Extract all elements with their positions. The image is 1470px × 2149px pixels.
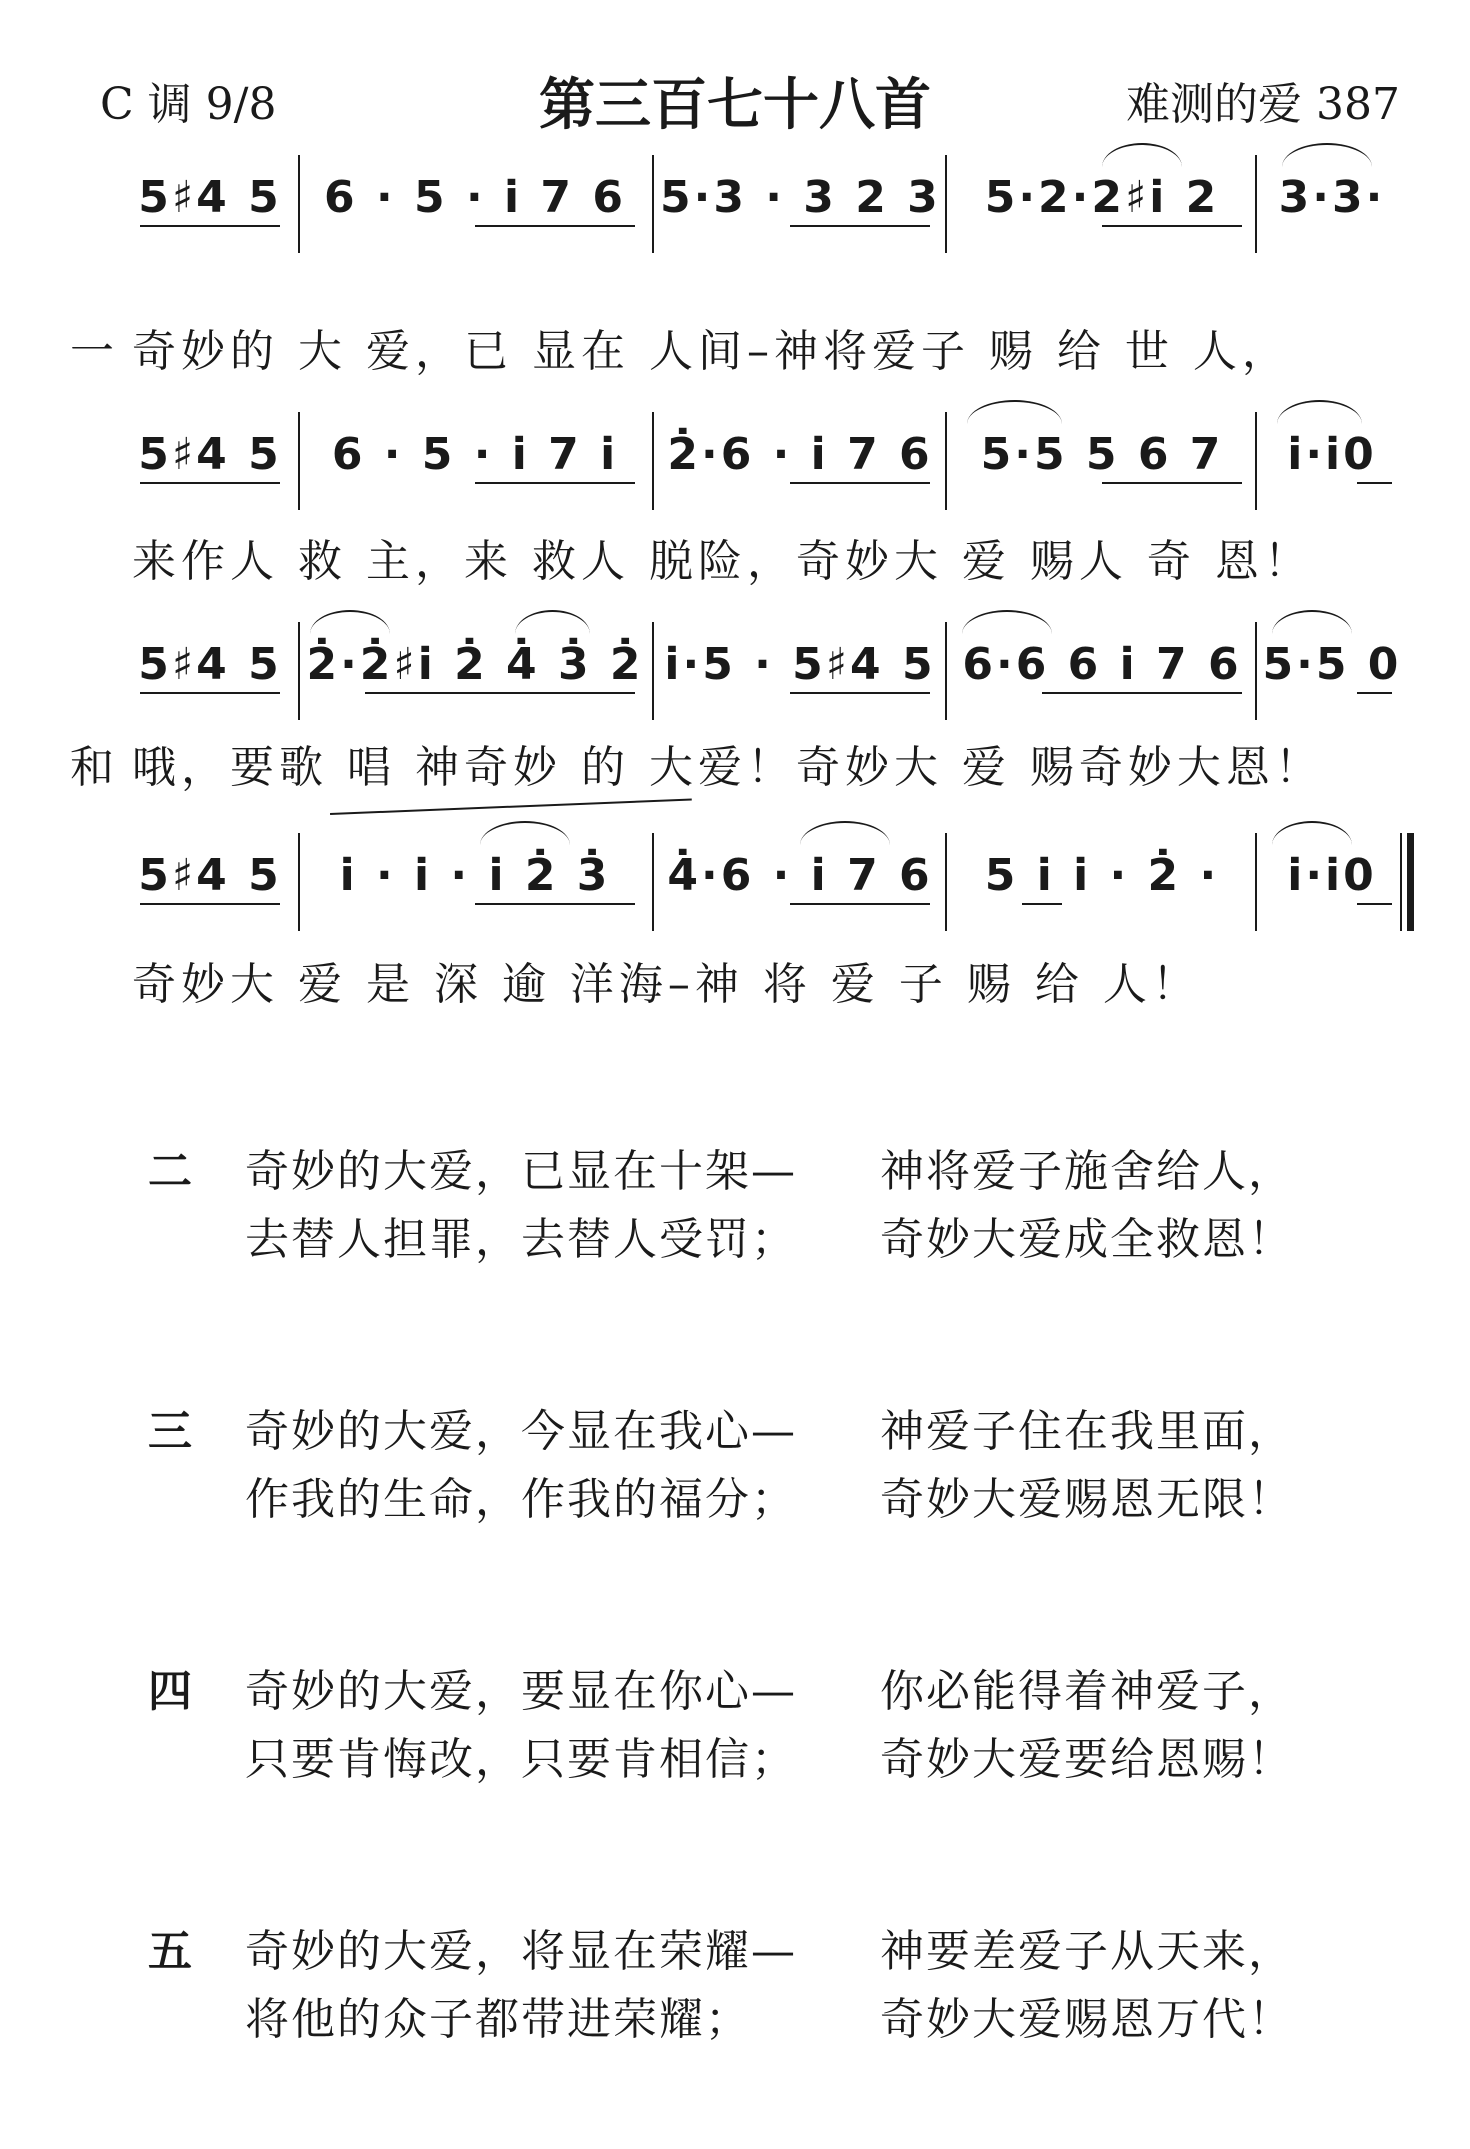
pickup-measure — [130, 165, 290, 235]
pickup-measure — [130, 422, 290, 492]
barline — [652, 833, 654, 931]
barline — [652, 412, 654, 510]
lyric-text: 奇妙大 爱 是 深 逾 洋海–神 将 爱 子 赐 给 人！ — [132, 959, 1201, 1010]
barline — [298, 412, 300, 510]
barline — [1255, 622, 1257, 720]
tie — [515, 610, 590, 634]
lyric-text: 奇妙的 大 爱，已 显在 人间–神将爱子 赐 给 世 人， — [132, 326, 1291, 377]
verse-line: 神爱子住在我里面， — [880, 1406, 1294, 1457]
beam — [790, 903, 930, 905]
measure — [305, 632, 645, 702]
notes: 2̇·6 · i̇ 7 6 — [667, 429, 933, 480]
verse-number: 二 — [148, 1146, 192, 1197]
measure — [952, 632, 1252, 702]
beam — [475, 482, 635, 484]
beam — [1357, 903, 1392, 905]
notes: 5·5 0 — [1262, 639, 1402, 690]
beam — [140, 903, 280, 905]
notes: 5♯4 5 — [138, 172, 282, 223]
barline — [298, 833, 300, 931]
notes: i̇·i̇0 — [1287, 429, 1377, 480]
beam — [1042, 692, 1242, 694]
verse-5 — [0, 1922, 1470, 2052]
pickup-measure — [130, 843, 290, 913]
beam — [790, 692, 930, 694]
lyric-row-2 — [70, 532, 1410, 592]
verse-line: 只要肯悔改，只要肯相信； — [245, 1734, 797, 1785]
beam — [790, 225, 930, 227]
beam — [475, 903, 635, 905]
measure — [952, 843, 1252, 913]
lyric-row-3 — [70, 738, 1410, 798]
barline — [652, 155, 654, 253]
notes: 2̇·2̇♯i̇ 2̇ 4̇ 3̇ 2̇ — [306, 639, 644, 690]
barline — [945, 833, 947, 931]
measure — [660, 632, 940, 702]
phrase-line — [330, 798, 692, 815]
verse-4 — [0, 1662, 1470, 1792]
tie — [480, 821, 570, 845]
verse-line: 奇妙的大爱，将显在荣耀— — [245, 1926, 797, 1977]
barline — [298, 155, 300, 253]
verse-line: 奇妙的大爱，今显在我心— — [245, 1406, 797, 1457]
verse-3 — [0, 1402, 1470, 1532]
tie — [1102, 143, 1182, 167]
score-row-4 — [0, 843, 1470, 913]
beam — [140, 482, 280, 484]
verse-line: 奇妙大爱赐恩万代！ — [880, 1994, 1294, 2045]
lyric-row-1 — [70, 322, 1410, 382]
measure — [952, 165, 1252, 235]
hymn-title: 第三百七十八首 — [539, 72, 931, 138]
notes: 6 · 5 · i̇ 7 6 — [324, 172, 626, 223]
verse-line: 奇妙大爱成全救恩！ — [880, 1214, 1294, 1265]
beam — [1357, 482, 1392, 484]
tie — [1272, 821, 1352, 845]
beam — [1102, 225, 1242, 227]
verse-number: 四 — [148, 1666, 192, 1717]
notes: 5·5 5 6 7 — [980, 429, 1224, 480]
measure — [660, 422, 940, 492]
notes: 5 i̇ i̇ · 2̇ · — [984, 850, 1220, 901]
tie — [967, 400, 1062, 424]
verse-line: 将他的众子都带进荣耀； — [245, 1994, 751, 2045]
notes: 6 · 5 · i̇ 7 i̇ — [331, 429, 619, 480]
beam — [1357, 692, 1392, 694]
barline — [1255, 412, 1257, 510]
beam — [140, 692, 280, 694]
final-barline-thick — [1407, 833, 1414, 931]
verse-2 — [0, 1142, 1470, 1272]
barline — [945, 412, 947, 510]
key-signature: C 调 9/8 — [100, 79, 277, 130]
measure — [305, 165, 645, 235]
notes: 5♯4 5 — [138, 639, 282, 690]
notes: i̇·i̇0 — [1287, 850, 1377, 901]
notes: i̇ · i̇ · i̇ 2̇ 3̇ — [339, 850, 611, 901]
final-barline — [1400, 833, 1402, 931]
notes: i̇·5 · 5♯4 5 — [664, 639, 936, 690]
notes: 3·3· — [1278, 172, 1386, 223]
beam — [790, 482, 930, 484]
lyric-text: 来作人 救 主，来 救人 脱险，奇妙大 爱 赐人 奇 恩！ — [132, 536, 1313, 587]
beam — [140, 225, 280, 227]
hymn-subtitle-number: 难测的爱 387 — [1126, 79, 1400, 130]
measure — [1262, 843, 1402, 913]
notes: 5·3 · 3 2 3 — [660, 172, 941, 223]
beam — [475, 225, 635, 227]
barline — [652, 622, 654, 720]
barline — [945, 155, 947, 253]
tie — [1282, 143, 1372, 167]
tie — [962, 610, 1052, 634]
notes: 6·6 6 i̇ 7 6 — [962, 639, 1242, 690]
tie — [310, 610, 390, 634]
measure — [1262, 165, 1402, 235]
notes: 5♯4 5 — [138, 850, 282, 901]
beam — [365, 692, 635, 694]
verse-line: 神要差爱子从天来， — [880, 1926, 1294, 1977]
measure — [1262, 422, 1402, 492]
measure — [952, 422, 1252, 492]
tie — [1277, 400, 1362, 424]
verse-line: 奇妙大爱要给恩赐！ — [880, 1734, 1294, 1785]
verse-number: 三 — [148, 1406, 192, 1457]
lyric-row-4 — [70, 955, 1410, 1015]
beam — [1022, 903, 1062, 905]
measure — [660, 843, 940, 913]
verse-line: 神将爱子施舍给人， — [880, 1146, 1294, 1197]
verse-line: 作我的生命，作我的福分； — [245, 1474, 797, 1525]
pickup-measure — [130, 632, 290, 702]
measure — [1262, 632, 1402, 702]
barline — [1255, 155, 1257, 253]
tie — [1272, 610, 1352, 634]
notes: 5·2·2♯i̇ 2 — [984, 172, 1220, 223]
score-row-1 — [0, 165, 1470, 235]
barline — [945, 622, 947, 720]
measure — [305, 843, 645, 913]
notes: 4̇·6 · i̇ 7 6 — [667, 850, 933, 901]
verse-marker: 一 — [70, 326, 115, 377]
lyric-text: 哦，要歌 唱 神奇妙 的 大爱！奇妙大 爱 赐奇妙大恩！ — [132, 742, 1324, 793]
chorus-marker: 和 — [70, 742, 115, 793]
barline — [298, 622, 300, 720]
verse-line: 奇妙大爱赐恩无限！ — [880, 1474, 1294, 1525]
tie — [800, 821, 890, 845]
barline — [1255, 833, 1257, 931]
verse-line: 你必能得着神爱子， — [880, 1666, 1294, 1717]
score-row-3 — [0, 632, 1470, 702]
beam — [1102, 482, 1242, 484]
verse-line: 奇妙的大爱，已显在十架— — [245, 1146, 797, 1197]
verse-line: 奇妙的大爱，要显在你心— — [245, 1666, 797, 1717]
notes: 5♯4 5 — [138, 429, 282, 480]
measure — [305, 422, 645, 492]
measure — [660, 165, 940, 235]
score-row-2 — [0, 422, 1470, 492]
verse-number: 五 — [148, 1926, 192, 1977]
verse-line: 去替人担罪，去替人受罚； — [245, 1214, 797, 1265]
